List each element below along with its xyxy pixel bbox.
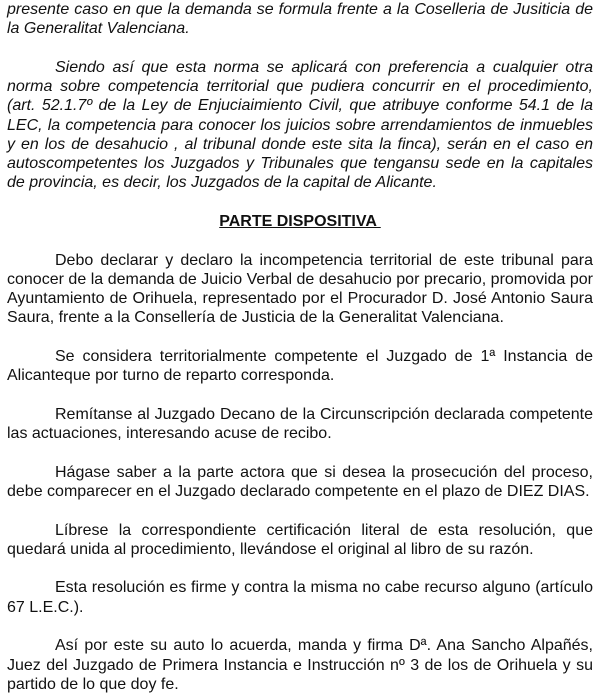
paragraph-remit: Remítanse al Juzgado Decano de la Circunscripción declarada competente las actuaciones, interesando acuse de recibo. [7, 405, 593, 442]
paragraph-competent-court: Se considera territorialmente competente el Juzgado de 1ª Instancia de Alicanteque por turno de reparto corresponda. [7, 347, 593, 385]
paragraph-certification: Líbrese la correspondiente certificación literal de esta resolución, que quedará unida al procedimiento, llevándose el original al libro de su razón. [7, 521, 593, 558]
paragraph-competence: Siendo así que esta norma se aplicará con preferencia a cualquier otra norma sobre competencia territorial que pudiera concurrir en el procedimiento, (art. 52.1.7º de la Ley de Enjuciaimiento Civil, que atribuye conforme 54.1 de la LEC, la competencia para conocer los juicios sobre arrendamientos de inmuebles y en los de desahucio , al tribunal donde este sita la finca), serán en el caso en autoscompetentes los Juzgados y Tribunales que tengansu sede en la capitales de provincia, es decir, los Juzgados de la capital de Alicante. [7, 58, 593, 192]
paragraph-declaration: Debo declarar y declaro la incompetencia territorial de este tribunal para conocer de la demanda de Juicio Verbal de desahucio por precario, promovida por Ayuntamiento de Orihuela, representado por el Procurador D. José Antonio Saura Saura, frente a la Consellería de Justicia de la Generalitat Valenciana. [7, 251, 593, 327]
section-heading: PARTE DISPOSITIVA [219, 212, 381, 230]
paragraph-signature: Así por este su auto lo acuerda, manda y firma Dª. Ana Sancho Alpañés, Juez del Juzgado de Primera Instancia e Instrucción nº 3 de los de Orihuela y su partido de lo que doy fe. [7, 637, 593, 693]
paragraph-finality: Esta resolución es firme y contra la misma no cabe recurso alguno (artículo 67 L.E.C.). [7, 579, 593, 616]
paragraph-continuation: presente caso en que la demanda se formula frente a la Coselleria de Jusiticia de la Generalitat Valenciana. [7, 1, 593, 38]
paragraph-notify: Hágase saber a la parte actora que si desea la prosecución del proceso, debe comparecer en el Juzgado declarado competente en el plazo de DIEZ DIAS. [7, 463, 593, 500]
document-page [7, 0, 593, 694]
